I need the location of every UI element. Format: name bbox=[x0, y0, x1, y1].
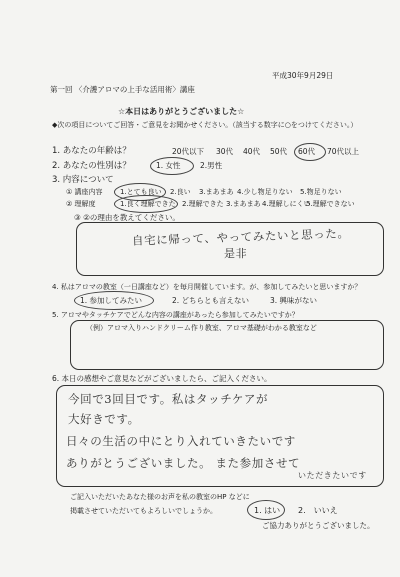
q6-comment-line2: 大好きです。 bbox=[68, 412, 140, 426]
thanks-heading: ☆本日はありがとうございました☆ bbox=[118, 107, 245, 116]
publish-consent-no: 2. いいえ bbox=[298, 506, 338, 515]
q3-understanding-opt1: 1.良く理解できた bbox=[120, 200, 176, 208]
q1-option-40s: 40代 bbox=[243, 147, 261, 156]
q2-option-male: 2.男性 bbox=[200, 161, 223, 170]
q3-content-opt2: 2.良い bbox=[170, 188, 191, 196]
q3-reason-answer-line1: 自宅に帰って、やってみたいと思った。 bbox=[131, 226, 350, 248]
q1-option-30s: 30代 bbox=[216, 147, 234, 156]
q3-understanding-opt5: 5.理解できない bbox=[306, 200, 355, 208]
q3-reason-label: ③ ②の理由を教えてください。 bbox=[74, 213, 180, 222]
q3-label: 3. 内容について bbox=[52, 175, 114, 185]
q4-option3: 3. 興味がない bbox=[270, 296, 318, 305]
q4-option2: 2. どちらとも言えない bbox=[172, 296, 250, 305]
q3-understanding-opt3: 3.まあまあ bbox=[226, 200, 261, 208]
lecture-title: 第一回 〈介護アロマの上手な活用術〉講座 bbox=[50, 85, 195, 94]
closing-thanks: ご協力ありがとうございました。 bbox=[262, 521, 375, 530]
q1-option-50s: 50代 bbox=[270, 147, 288, 156]
q3-content-label: ① 講座内容 bbox=[66, 188, 103, 196]
q3-content-opt3: 3.まあまあ bbox=[199, 188, 234, 196]
q6-comment-line3: 日々の生活の中にとり入れていきたいです bbox=[66, 434, 296, 448]
q3-understanding-opt2: 2.理解できた bbox=[182, 200, 224, 208]
q1-option-20s: 20代以下 bbox=[172, 147, 205, 156]
publish-consent-line1: ご記入いただいたあなた様のお声を私の教室のHP などに bbox=[70, 493, 250, 501]
q3-content-opt4: 4.少し物足りない bbox=[237, 188, 293, 196]
publish-consent-line2: 掲載させていただいてもよろしいでしょうか。 bbox=[70, 507, 217, 515]
q3-understanding-opt4: 4.理解しにくい bbox=[262, 200, 311, 208]
q3-content-opt5: 5.物足りない bbox=[300, 188, 342, 196]
q1-option-60s: 60代 bbox=[298, 147, 316, 156]
publish-consent-selection-circle bbox=[247, 500, 285, 520]
q2-label: 2. あなたの性別は？ bbox=[52, 161, 131, 171]
q6-comment-line1: 今回で3回目です。私はタッチケアが bbox=[68, 392, 269, 406]
q1-label: 1. あなたの年齢は？ bbox=[52, 146, 131, 156]
q4-label: 4. 私はアロマの教室（一日講座など）を毎月開催しています。が、参加してみたいと思いますか？ bbox=[52, 283, 362, 291]
q5-label: 5. アロマやタッチケアでどんな内容の講座があったら参加してみたいですか？ bbox=[52, 311, 299, 319]
q2-option-female: 1. 女性 bbox=[156, 161, 181, 170]
q6-label: 6. 本日の感想やご意見などがございましたら、ご記入ください。 bbox=[52, 374, 272, 383]
q3-reason-answer-line2: 是非 bbox=[224, 247, 248, 260]
q6-comment-line4: ありがとうございました。 また参加させて bbox=[66, 456, 301, 470]
q3-understanding-label: ② 理解度 bbox=[66, 200, 96, 208]
survey-date: 平成30年9月29日 bbox=[272, 71, 334, 80]
q4-selection-circle bbox=[74, 291, 154, 310]
q1-selection-circle bbox=[294, 143, 326, 161]
publish-consent-yes: 1. はい bbox=[254, 506, 281, 515]
q5-example: （例）アロマ入りハンドクリーム作り教室、アロマ基礎がわかる教室など bbox=[86, 324, 317, 332]
q2-selection-circle bbox=[150, 157, 194, 175]
q3-understanding-selection-circle bbox=[114, 195, 178, 213]
q1-option-70s: 70代以上 bbox=[327, 147, 360, 156]
q4-option1: 1. 参加してみたい bbox=[80, 296, 143, 305]
q6-comment-line5: いただきたいです bbox=[298, 471, 367, 480]
q3-content-opt1: 1.とても良い bbox=[120, 188, 162, 196]
instruction-text: ◆次の項目についてご回答・ご意見をお聞かせください。（該当する数字に○をつけてください。） bbox=[52, 121, 358, 129]
